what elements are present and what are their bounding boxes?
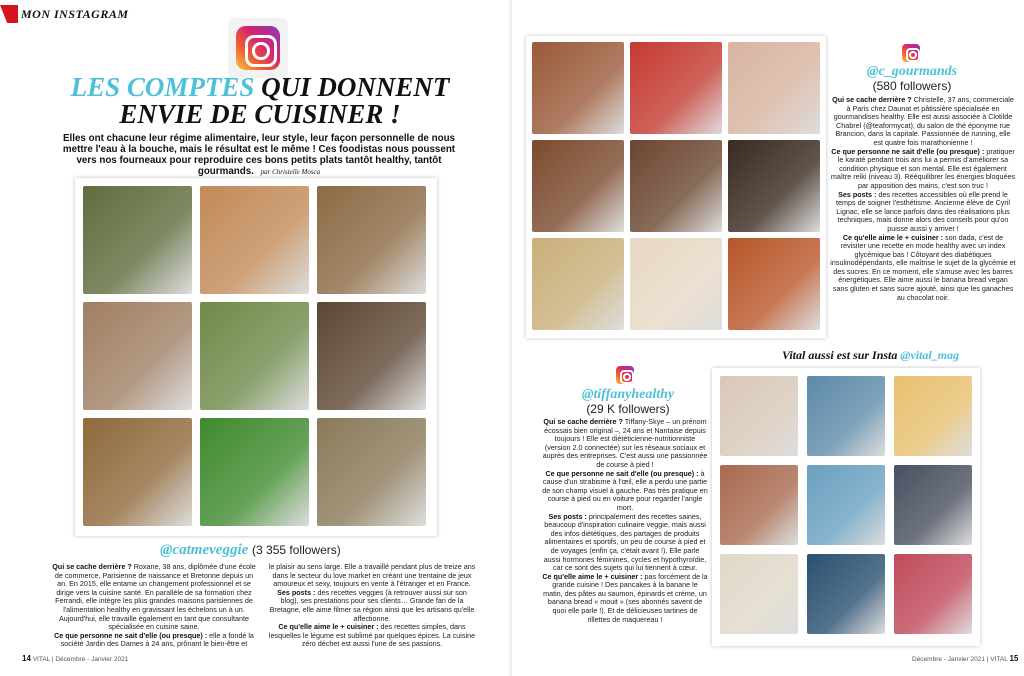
paragraph-label: Ses posts : bbox=[838, 189, 877, 199]
paragraph bbox=[268, 563, 476, 589]
paragraph-text: le plaisir au sens large. Elle a travaillé pendant plus de treize ans dans le secteur du love market en créant une trentaine de jeux amoureux et sexy, toujours en vente à l'étranger et en France. bbox=[268, 562, 476, 589]
gourmands-photo-6 bbox=[728, 140, 820, 232]
paragraph-text: Roxane, 38 ans, diplômée d'une école de commerce, Parisienne de naissance et Bretonne depuis un an. En 2015, elle entame un changement professionnel et se dirige vers la cuisine santé. En parallèle de sa formation chez Ferrandi, elle intègre les plus grandes maisons parisiennes de l'alimentation healthy en gravissant les échelons un à un. Aujourd'hui, elle travaille également en tant que consultante spécialisée en cuisine saine. bbox=[54, 562, 256, 632]
paragraph-label: Ce qu'elle aime le + cuisiner : bbox=[842, 232, 944, 242]
intro-text: Elles ont chacune leur régime alimentaire, leur style, leur façon personnelle de nous mettre l'eau à la bouche, mais le résultat est le même ! Ces foodistas nous poussent vers nos fourneaux pour reproduire ces bons petits plats tantôt healthy, tantôt gourmands. bbox=[62, 133, 456, 177]
page-number-left: 14 bbox=[22, 654, 31, 663]
paragraph-label: Ce que personne ne sait d'elle (ou presque) : bbox=[831, 146, 985, 156]
vital-photo-3 bbox=[894, 376, 972, 456]
gourmands-photo-9 bbox=[728, 238, 820, 330]
paragraph-label: Qui se cache derrière ? bbox=[543, 417, 623, 426]
catmeveggie-photo-7 bbox=[83, 418, 192, 526]
catmeveggie-photo-2 bbox=[200, 186, 309, 294]
paragraph-label: Ses posts : bbox=[548, 511, 587, 521]
paragraph bbox=[268, 589, 476, 623]
folio-right-text: Décembre - Janvier 2021 | VITAL bbox=[912, 656, 1008, 663]
paragraph-text: son dada, c'est de revisiter une recette en mode healthy avec un index glycémique bas ! Côtoyant des diabétiques insulinodépendants, elle maîtrise le sujet de la glycémie et des sucres. En ce moment, elle s'amuse avec les barres énergétiques. Elle aime aussi le banana bread vegan sans gluten et sans sucre ajouté, ainsi que les ganaches au chocolat noir. bbox=[830, 232, 1016, 302]
byline: par Christelle Mosca bbox=[260, 168, 321, 176]
paragraph bbox=[830, 191, 1016, 234]
paragraph bbox=[830, 234, 1016, 303]
paragraph-text: pas forcément de la grande cuisine ! Des pancakes à la banane le matin, des pâtes au saumon, épinards et crème, un banana bread « mouit » (ses abonnés savent de quoi elle parle !). Et de délicieuses tartines de rillettes de maquereau ! bbox=[543, 571, 708, 624]
catmeveggie-handle: @catmeveggie bbox=[160, 542, 249, 558]
tiffany-followers: (29 K followers) bbox=[586, 402, 670, 416]
paragraph-text: pratiquer le karaté pendant trois ans lui a permis d'améliorer sa condition physique et son mental. Elle est également maître reiki (niveau 3). Rééquilibrer les énergies bloquées par apposition des mains, c'est son truc ! bbox=[830, 146, 1016, 190]
right-page bbox=[512, 0, 1024, 676]
catmeveggie-photo-6 bbox=[317, 302, 426, 410]
paragraph-label: Qui se cache derrière ? bbox=[832, 95, 912, 104]
gourmands-photo-4 bbox=[532, 140, 624, 232]
page-number-right: 15 bbox=[1009, 654, 1019, 663]
paragraph-label: Ce que personne ne sait d'elle (ou presque) : bbox=[54, 630, 208, 640]
title-line2: ENVIE DE CUISINER ! bbox=[119, 99, 401, 129]
catmeveggie-photo-3 bbox=[317, 186, 426, 294]
paragraph bbox=[830, 96, 1016, 148]
paragraph bbox=[50, 563, 258, 632]
gourmands-photo-5 bbox=[630, 140, 722, 232]
paragraph bbox=[268, 623, 476, 649]
paragraph-label: Ses posts : bbox=[277, 587, 316, 597]
gourmands-photo-grid bbox=[526, 36, 826, 338]
ribbon-marker bbox=[0, 5, 18, 23]
gourmands-photo-8 bbox=[630, 238, 722, 330]
title-accent: LES COMPTES bbox=[70, 72, 255, 102]
catmeveggie-photo-grid bbox=[75, 178, 437, 536]
vital-photo-9 bbox=[894, 554, 972, 634]
gourmands-handle: @c_gourmands bbox=[866, 64, 958, 79]
paragraph-text: Tiffany-Skye – un prénom écossais bien original –, 24 ans et Nantaise depuis toujours ! Elle est diététicienne-nutritionniste (version 2.0 connectée) sur les réseaux sociaux et auprès des entreprises. C'est aussi une passionnée de course à pied ! bbox=[542, 417, 708, 469]
catmeveggie-photo-1 bbox=[83, 186, 192, 294]
paragraph-text: à cause d'un strabisme à l'œil, elle a perdu une partie de son champ visuel à gauche. Pas très pratique en course à pied ou en voiture pour regarder l'angle mort. bbox=[542, 468, 708, 512]
instagram-icon bbox=[902, 44, 920, 62]
catmeveggie-photo-5 bbox=[200, 302, 309, 410]
section-ribbon bbox=[0, 4, 129, 24]
catmeveggie-column-2 bbox=[268, 563, 476, 649]
vital-photo-6 bbox=[894, 465, 972, 545]
vital-photo-4 bbox=[720, 465, 798, 545]
folio-left bbox=[22, 654, 128, 663]
catmeveggie-column-1 bbox=[50, 563, 258, 649]
paragraph bbox=[542, 513, 708, 573]
catmeveggie-photo-8 bbox=[200, 418, 309, 526]
paragraph-text: des recettes accessibles où elle prend le temps de soigner l'esthétisme. Ancienne élève de Cyril Lignac, elle se lance parfois dans des réalisations plus techniques, mais donne alors des conseils pour qu'on puisse aussi y arriver ! bbox=[836, 189, 1010, 233]
paragraph-label: Ce qu'elle aime le + cuisiner : bbox=[542, 571, 643, 581]
tiffany-handle: @tiffanyhealthy bbox=[581, 387, 675, 402]
paragraph bbox=[542, 573, 708, 625]
article-intro bbox=[54, 133, 464, 178]
vital-photo-5 bbox=[807, 465, 885, 545]
paragraph bbox=[542, 418, 708, 470]
paragraph-label: Ce qu'elle aime le + cuisiner : bbox=[278, 622, 379, 632]
paragraph-label: Qui se cache derrière ? bbox=[52, 562, 132, 571]
paragraph-text: principalement des recettes saines, beaucoup d'inspiration culinaire veggie, mais aussi des infos diététiques, des partages de produits alimentaires et sportifs, un peu de course à pied et de voyages (enfin ça, c'était avant !). Elle parle aussi hormones féminines, cycles et hypothyroïdie, car ce sont des sujets qui lui tiennent à cœur. bbox=[543, 511, 707, 573]
catmeveggie-followers: (3 355 followers) bbox=[252, 543, 341, 557]
vital-photo-1 bbox=[720, 376, 798, 456]
vital-handle: @vital_mag bbox=[900, 348, 960, 362]
paragraph bbox=[830, 148, 1016, 191]
gourmands-photo-2 bbox=[630, 42, 722, 134]
gourmands-photo-3 bbox=[728, 42, 820, 134]
vital-photo-2 bbox=[807, 376, 885, 456]
instagram-icon bbox=[236, 26, 280, 70]
instagram-icon bbox=[616, 366, 634, 384]
paragraph-text: Christelle, 37 ans, commerciale à Paris chez Daunat et pâtissière spécialisée en gourmandises healthy. Elle est aussi associée à Clotilde Chabrel (@teaformycat), du salon de thé éponyme rue Brancion, dans la capitale. Passionnée de running, elle est quatre fois marathonienne ! bbox=[833, 95, 1014, 147]
folio-left-text: VITAL | Décembre - Janvier 2021 bbox=[32, 656, 129, 663]
paragraph-text: des recettes simples, dans lesquelles le légume est sublimé par quelques épices. La cuisine zéro déchet est aussi l'une de ses passions. bbox=[268, 622, 476, 649]
title-rest: QUI DONNENT bbox=[261, 72, 450, 102]
section-label: MON INSTAGRAM bbox=[21, 6, 129, 21]
vital-photo-8 bbox=[807, 554, 885, 634]
catmeveggie-photo-9 bbox=[317, 418, 426, 526]
catmeveggie-handle-line bbox=[160, 542, 460, 559]
paragraph bbox=[50, 632, 258, 649]
gourmands-photo-1 bbox=[532, 42, 624, 134]
paragraph-text: des recettes veggies (à retrouver aussi sur son blog), ses prestations pour ses clients… Grande fan de la Bretagne, elle aime filmer sa région ainsi que les artisans qu'elle affectionne. bbox=[269, 587, 475, 623]
paragraph-label: Ce que personne ne sait d'elle (ou presque) : bbox=[545, 468, 699, 478]
vital-promo bbox=[782, 348, 959, 363]
gourmands-text bbox=[830, 96, 1016, 302]
gourmands-followers: (580 followers) bbox=[872, 79, 952, 93]
gourmands-photo-7 bbox=[532, 238, 624, 330]
folio-right bbox=[912, 654, 1018, 663]
vital-photo-grid bbox=[712, 368, 980, 646]
vital-promo-text: Vital aussi est sur Insta bbox=[782, 348, 898, 362]
article-title bbox=[60, 74, 460, 128]
catmeveggie-photo-4 bbox=[83, 302, 192, 410]
tiffany-text bbox=[542, 418, 708, 624]
paragraph-text: elle a fondé la société Jardin des Dames à 24 ans, prônant le bien-être et bbox=[60, 630, 254, 649]
vital-photo-7 bbox=[720, 554, 798, 634]
paragraph bbox=[542, 470, 708, 513]
